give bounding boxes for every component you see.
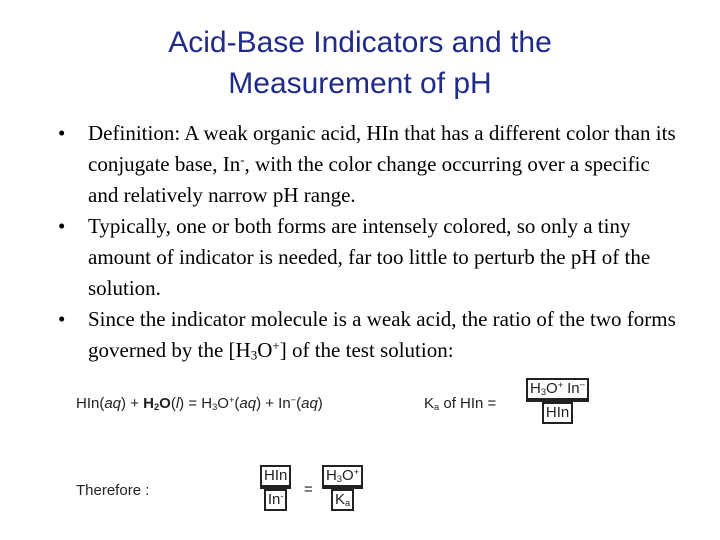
subscript: a: [344, 497, 351, 508]
superscript: +: [228, 394, 235, 405]
eq-text: HIn: [264, 467, 288, 484]
eq-text: H: [326, 467, 337, 484]
equals-sign: =: [304, 481, 313, 498]
ratio-denominator: [331, 489, 354, 511]
eq-phase: aq: [104, 395, 122, 412]
ka-numerator: [526, 378, 589, 400]
superscript: -: [280, 490, 284, 501]
superscript: +: [272, 337, 280, 353]
eq-text: K: [424, 395, 435, 412]
bullet-ratio: [58, 304, 678, 366]
eq-text: K: [334, 490, 345, 508]
eq-text: ) +: [121, 395, 144, 412]
superscript: -: [240, 151, 245, 167]
eq-text: O: [217, 395, 229, 412]
bullet-marker: •: [58, 214, 66, 238]
eq-text: ) + In: [256, 395, 291, 412]
bracket-term: [260, 465, 291, 487]
bracket-term: [565, 378, 589, 400]
eq-text: ) = H: [179, 395, 213, 412]
bracket-term: [322, 465, 363, 487]
eq-text: H: [530, 380, 541, 397]
equilibrium-equation: [76, 395, 323, 412]
ratio-numerator: [260, 465, 291, 487]
eq-text: HIn: [545, 403, 570, 421]
eq-text: ): [317, 395, 323, 412]
superscript: −: [579, 379, 586, 390]
eq-text: (: [296, 395, 302, 412]
superscript: +: [557, 379, 564, 390]
eq-phase: aq: [301, 395, 318, 412]
bullet-text: ] of the test solution:: [279, 338, 454, 362]
bullet-text: Since the indicator molecule is a weak acid, the ratio of the two forms governed by the [H: [88, 307, 676, 362]
title-line-2: Measurement of pH: [228, 67, 492, 100]
bullet-text: O: [257, 338, 273, 362]
bullet-marker: •: [58, 307, 66, 331]
eq-phase: aq: [239, 395, 257, 412]
subscript: 3: [336, 473, 343, 484]
superscript: −: [290, 394, 297, 405]
subscript: 3: [250, 347, 258, 363]
ratio-fraction-left: [260, 465, 291, 511]
eq-text: O: [159, 395, 171, 412]
bracket-term: [526, 378, 565, 400]
ka-fraction: [526, 378, 589, 424]
bracket-term: [542, 402, 573, 424]
subscript: 3: [212, 401, 218, 412]
subscript: 2: [153, 401, 160, 412]
eq-text: In: [267, 490, 281, 508]
ka-label: [424, 395, 496, 412]
ratio-fraction-right: [322, 465, 363, 511]
eq-text: (: [234, 395, 240, 412]
bullet-typically: [58, 211, 678, 304]
eq-text: O: [342, 467, 354, 484]
ratio-denominator: [264, 489, 288, 511]
subscript: 3: [540, 386, 547, 397]
bracket-term: [331, 489, 354, 511]
bullet-definition: [58, 118, 678, 211]
eq-text: (: [170, 395, 176, 412]
title-line-1: Acid-Base Indicators and the: [168, 26, 552, 59]
bullet-text: , with the color change occurring over a specific and relatively narrow pH range.: [88, 152, 650, 207]
eq-text: HIn(: [76, 395, 105, 412]
superscript: +: [353, 466, 360, 477]
eq-text: In: [567, 380, 580, 397]
eq-phase: l: [175, 395, 180, 412]
therefore-label: Therefore :: [76, 482, 150, 499]
slide-title: [60, 22, 660, 104]
bullet-text: Typically, one or both forms are intensely colored, so only a tiny amount of indicator is needed, far too little to perturb the pH of the solution.: [88, 214, 651, 300]
bullet-text: Definition: A weak organic acid, HIn that has a different color than its conjugate base, In: [88, 121, 676, 176]
bullet-list: [58, 118, 678, 366]
bracket-term: [264, 489, 288, 511]
subscript: a: [434, 401, 440, 412]
ka-denominator: [542, 402, 573, 424]
eq-text: H: [143, 395, 154, 412]
bullet-marker: •: [58, 121, 66, 145]
eq-text: of HIn =: [439, 395, 497, 412]
eq-text: O: [546, 380, 558, 397]
ratio-numerator: [322, 465, 363, 487]
